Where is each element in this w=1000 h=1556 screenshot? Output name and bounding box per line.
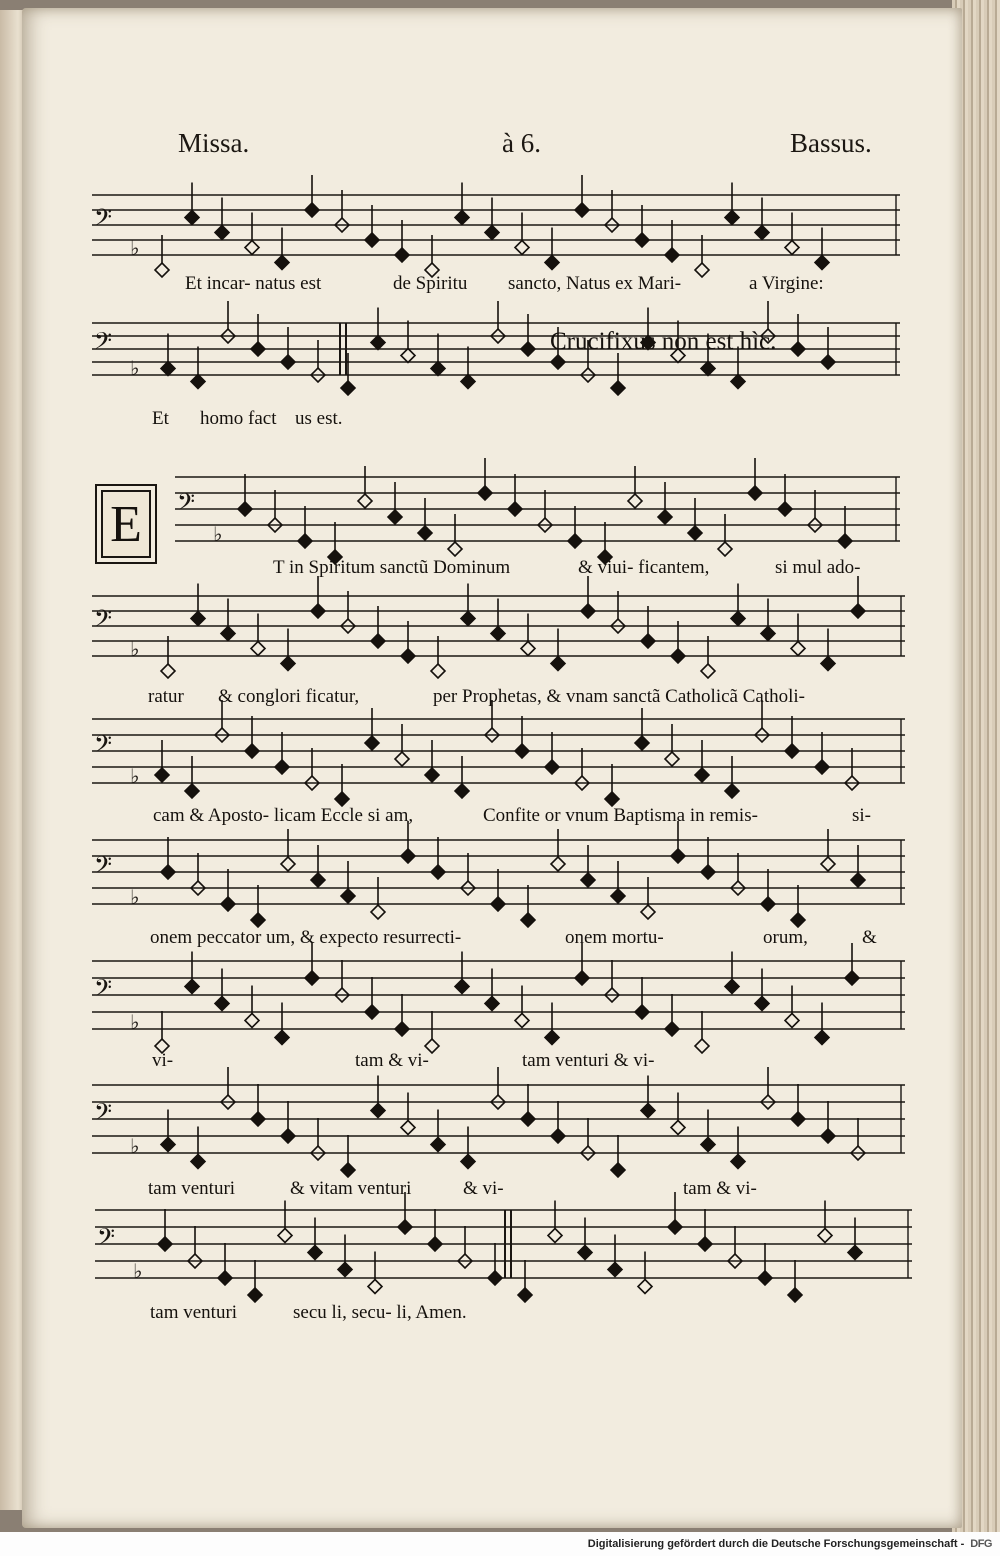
note-head (821, 1129, 835, 1143)
note-head (215, 997, 229, 1011)
note-head (155, 263, 169, 277)
note-head (425, 768, 439, 782)
lyric-line: homo fact (200, 408, 277, 429)
note-head (308, 1246, 322, 1260)
note-head (761, 627, 775, 641)
note-head (521, 342, 535, 356)
note-head (278, 1229, 292, 1243)
note-head (448, 542, 462, 556)
note-head (398, 1220, 412, 1234)
staff (92, 195, 900, 255)
note-head (341, 889, 355, 903)
note-head (695, 263, 709, 277)
note-head (161, 865, 175, 879)
lyric-line: si mul ado- (775, 557, 861, 578)
note-head (515, 744, 529, 758)
flat-icon: ♭ (130, 637, 140, 661)
digitization-footer (0, 1532, 1000, 1556)
note-head (238, 502, 252, 516)
note-head (368, 1280, 382, 1294)
crucifixus-heading: Crucifixus non est hìc. (550, 328, 777, 355)
note-head (191, 375, 205, 389)
note-head (665, 248, 679, 262)
note-head (581, 604, 595, 618)
flat-icon: ♭ (130, 764, 140, 788)
flat-icon: ♭ (130, 236, 140, 260)
lyric-line: cam & Aposto- licam Eccle si am, (153, 805, 414, 826)
note-head (191, 1155, 205, 1169)
note-head (761, 897, 775, 911)
note-head (431, 362, 445, 376)
lyric-line: & viui- ficantem, (578, 557, 710, 578)
note-head (275, 256, 289, 270)
note-head (281, 1129, 295, 1143)
note-head (748, 486, 762, 500)
lyric-line: tam venturi (150, 1302, 238, 1323)
note-head (551, 857, 565, 871)
note-head (455, 784, 469, 798)
note-head (521, 1112, 535, 1126)
note-head (815, 760, 829, 774)
note-head (575, 203, 589, 217)
note-head (788, 1288, 802, 1302)
decorated-initial (95, 484, 157, 564)
lyric-line: tam venturi & vi- (522, 1050, 655, 1071)
note-head (281, 657, 295, 671)
note-head (701, 865, 715, 879)
note-head (641, 905, 655, 919)
note-head (851, 873, 865, 887)
staff (95, 1210, 912, 1278)
note-head (251, 1112, 265, 1126)
note-head (281, 355, 295, 369)
staff (92, 719, 905, 783)
note-head (428, 1237, 442, 1251)
bass-clef-icon: 𝄢 (97, 1223, 116, 1257)
note-head (551, 657, 565, 671)
header-right: Bassus. (790, 128, 872, 158)
note-head (701, 362, 715, 376)
note-head (668, 1220, 682, 1234)
lyric-line: tam venturi (148, 1178, 236, 1199)
note-head (418, 526, 432, 540)
note-head (848, 1246, 862, 1260)
note-head (815, 1031, 829, 1045)
note-head (578, 1246, 592, 1260)
note-head (161, 362, 175, 376)
note-head (791, 913, 805, 927)
lyric-line: onem peccator um, & expecto resurrecti- (150, 927, 462, 948)
note-head (311, 873, 325, 887)
flat-icon: ♭ (130, 356, 140, 380)
dfg-logo: DFG (970, 1538, 992, 1550)
lyric-line: secu li, secu- li, Amen. (293, 1302, 467, 1323)
note-head (545, 256, 559, 270)
note-head (461, 375, 475, 389)
note-head (371, 634, 385, 648)
note-head (611, 381, 625, 395)
note-head (431, 865, 445, 879)
note-head (778, 502, 792, 516)
note-head (338, 1263, 352, 1277)
note-head (158, 1237, 172, 1251)
header-center: à 6. (502, 128, 541, 158)
note-head (838, 534, 852, 548)
note-head (671, 649, 685, 663)
footer-text: Digitalisierung gefördert durch die Deutsche Forschungsgemeinschaft - (587, 1538, 965, 1550)
note-head (758, 1271, 772, 1285)
note-head (791, 342, 805, 356)
note-head (641, 1104, 655, 1118)
flat-icon: ♭ (130, 1010, 140, 1034)
note-head (488, 1271, 502, 1285)
note-head (491, 627, 505, 641)
note-head (731, 375, 745, 389)
note-head (251, 342, 265, 356)
lyric-line: de Spiritu (393, 273, 468, 294)
note-head (191, 612, 205, 626)
bass-clef-icon: 𝄢 (94, 729, 113, 763)
lyric-line: vi- (152, 1050, 174, 1071)
note-head (815, 256, 829, 270)
note-head (388, 510, 402, 524)
note-head (698, 1237, 712, 1251)
note-head (785, 1014, 799, 1028)
note-head (251, 913, 265, 927)
note-head (341, 381, 355, 395)
lyric-line: Et (152, 408, 169, 429)
note-head (665, 752, 679, 766)
lyric-line: a Virgine: (749, 273, 824, 294)
bass-clef-icon: 𝄢 (177, 487, 196, 521)
note-head (688, 526, 702, 540)
lyric-line: tam & vi- (683, 1178, 757, 1199)
note-head (341, 1163, 355, 1177)
note-head (401, 849, 415, 863)
note-head (371, 905, 385, 919)
note-head (508, 502, 522, 516)
note-head (515, 1014, 529, 1028)
note-head (335, 792, 349, 806)
flat-icon: ♭ (133, 1259, 143, 1283)
lyric-line: orum, (763, 927, 808, 948)
note-head (161, 1138, 175, 1152)
note-head (845, 971, 859, 985)
note-head (521, 913, 535, 927)
note-head (638, 1280, 652, 1294)
note-head (695, 768, 709, 782)
note-head (671, 849, 685, 863)
lyric-line: si- (852, 805, 871, 826)
bass-clef-icon: 𝄢 (94, 326, 113, 360)
note-head (395, 752, 409, 766)
note-head (218, 1271, 232, 1285)
bass-clef-icon: 𝄢 (94, 974, 113, 1008)
note-head (701, 664, 715, 678)
note-head (731, 612, 745, 626)
note-head (551, 1129, 565, 1143)
note-head (521, 642, 535, 656)
note-head (485, 997, 499, 1011)
note-head (551, 355, 565, 369)
note-head (431, 664, 445, 678)
note-head (455, 980, 469, 994)
note-head (365, 736, 379, 750)
note-head (455, 211, 469, 225)
note-head (461, 612, 475, 626)
lyric-line: onem mortu- (565, 927, 664, 948)
note-head (821, 657, 835, 671)
note-head (785, 241, 799, 255)
note-head (401, 649, 415, 663)
note-head (155, 768, 169, 782)
note-head (701, 1138, 715, 1152)
note-head (305, 203, 319, 217)
note-head (725, 211, 739, 225)
initial-letter: E (110, 495, 142, 553)
note-head (635, 233, 649, 247)
note-head (401, 1121, 415, 1135)
note-head (695, 1039, 709, 1053)
note-head (185, 980, 199, 994)
note-head (791, 1112, 805, 1126)
note-head (358, 494, 372, 508)
note-head (545, 1031, 559, 1045)
lyric-line: T in Spiritum sanctũ Dominum (273, 557, 511, 578)
note-head (461, 1155, 475, 1169)
note-head (658, 510, 672, 524)
lyric-line: tam & vi- (355, 1050, 429, 1071)
note-head (275, 1031, 289, 1045)
note-head (281, 857, 295, 871)
lyric-line: Confite or vnum Baptisma in remis- (483, 805, 758, 826)
note-head (431, 1138, 445, 1152)
note-head (548, 1229, 562, 1243)
bass-clef-icon: 𝄢 (94, 1098, 113, 1132)
note-head (221, 897, 235, 911)
note-head (635, 736, 649, 750)
note-head (371, 336, 385, 350)
note-head (395, 1022, 409, 1036)
lyric-line: & vi- (463, 1178, 504, 1199)
bass-clef-icon: 𝄢 (94, 203, 113, 237)
note-head (245, 744, 259, 758)
lyric-line: & (862, 927, 877, 948)
note-head (821, 355, 835, 369)
note-head (725, 980, 739, 994)
staff (92, 961, 905, 1029)
note-head (665, 1022, 679, 1036)
note-head (725, 784, 739, 798)
note-head (851, 604, 865, 618)
note-head (755, 997, 769, 1011)
note-head (755, 226, 769, 240)
note-head (221, 627, 235, 641)
note-head (635, 1005, 649, 1019)
note-head (491, 897, 505, 911)
lyric-line: Et incar- natus est (185, 273, 322, 294)
lyric-line: per Prophetas, & vnam sanctã Catholicã Catholi- (433, 686, 805, 707)
note-head (568, 534, 582, 548)
note-head (371, 1104, 385, 1118)
note-head (185, 211, 199, 225)
note-head (365, 233, 379, 247)
note-head (611, 1163, 625, 1177)
note-head (581, 873, 595, 887)
note-head (731, 1155, 745, 1169)
lyric-line: ratur (148, 686, 184, 707)
note-head (245, 241, 259, 255)
note-head (215, 226, 229, 240)
lyric-line: sancto, Natus ex Mari- (508, 273, 682, 294)
note-head (478, 486, 492, 500)
note-head (305, 971, 319, 985)
lyric-line: us est. (295, 408, 343, 429)
bass-clef-icon: 𝄢 (94, 604, 113, 638)
header-left: Missa. (178, 128, 250, 158)
note-head (161, 664, 175, 678)
note-head (818, 1229, 832, 1243)
flat-icon: ♭ (130, 1134, 140, 1158)
note-head (395, 248, 409, 262)
note-head (311, 604, 325, 618)
note-head (245, 1014, 259, 1028)
lyric-line: & conglori ficatur, (218, 686, 360, 707)
note-head (611, 889, 625, 903)
note-head (298, 534, 312, 548)
lyric-line: & vitam venturi (290, 1178, 412, 1199)
note-head (185, 784, 199, 798)
bass-clef-icon: 𝄢 (94, 850, 113, 884)
note-head (718, 542, 732, 556)
note-head (575, 971, 589, 985)
note-head (641, 634, 655, 648)
note-head (518, 1288, 532, 1302)
flat-icon: ♭ (213, 522, 223, 546)
note-head (485, 226, 499, 240)
note-head (515, 241, 529, 255)
note-head (545, 760, 559, 774)
note-head (608, 1263, 622, 1277)
note-head (605, 792, 619, 806)
flat-icon: ♭ (130, 885, 140, 909)
note-head (785, 744, 799, 758)
note-head (251, 642, 265, 656)
note-head (628, 494, 642, 508)
note-head (275, 760, 289, 774)
note-head (401, 349, 415, 363)
note-head (671, 1121, 685, 1135)
note-head (248, 1288, 262, 1302)
note-head (365, 1005, 379, 1019)
note-head (791, 642, 805, 656)
note-head (821, 857, 835, 871)
